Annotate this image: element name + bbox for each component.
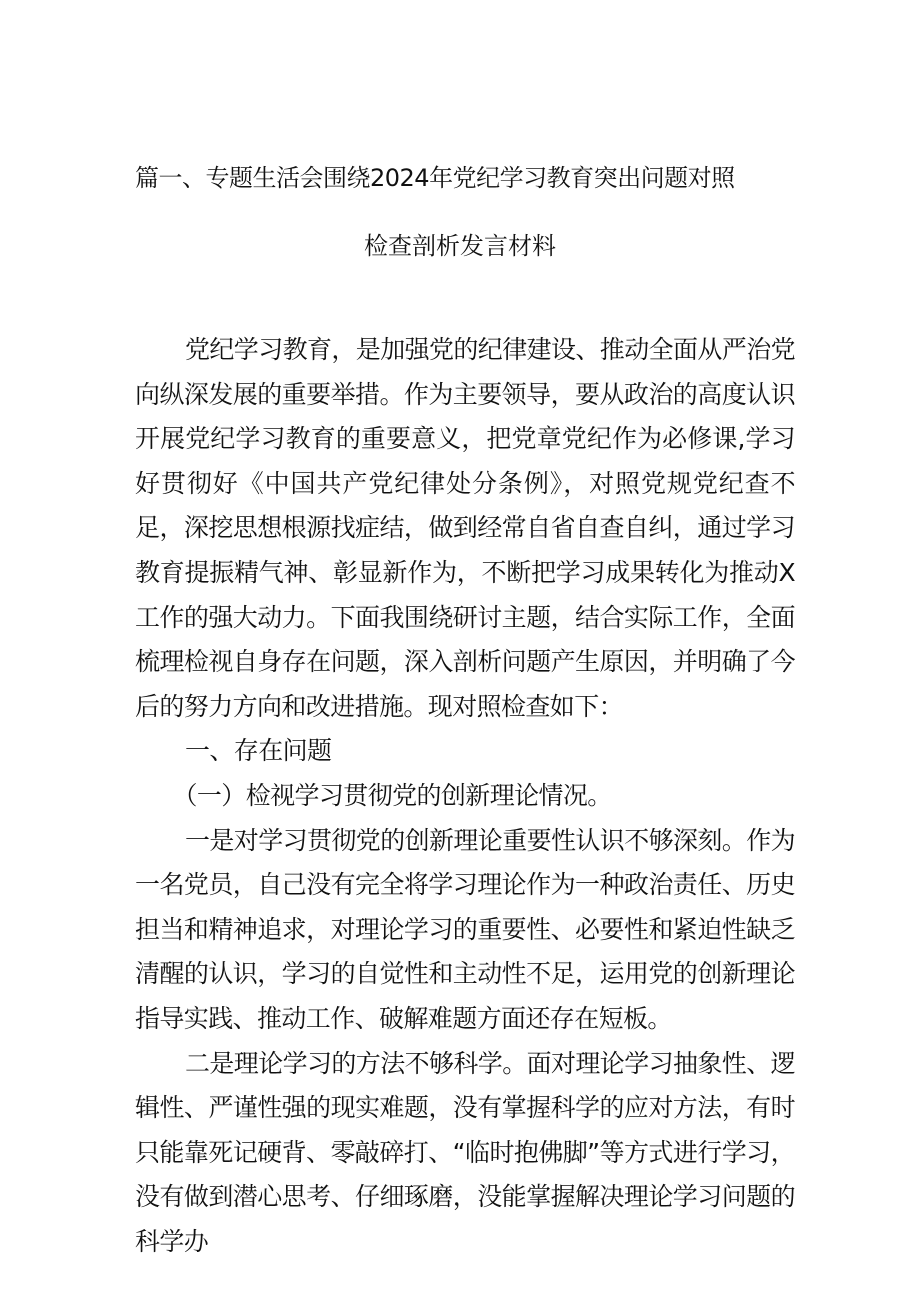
document-body [135,328,795,1264]
paragraph-point-one: 一是对学习贯彻党的创新理论重要性认识不够深刻。作为一名党员，自己没有完全将学习理论作为一种政治责任、历史担当和精神追求，对理论学习的重要性、必要性和紧迫性缺乏清醒的认识，学习的自觉性和主动性不足，运用党的创新理论指导实践、推动工作、破解难题方面还存在短板。 [135,825,796,1033]
section-heading-existing-problems: 一、存在问题 [185,736,332,766]
document-title-line-2: 检查剖析发言材料 [364,232,556,260]
paragraph-intro: 党纪学习教育，是加强党的纪律建设、推动全面从严治党向纵深发展的重要举措。作为主要领导，要从政治的高度认识开展党纪学习教育的重要意义，把党章党纪作为必修课,学习好贯彻好《中国共产党纪律处分条例》，对照党规党纪查不足，深挖思想根源找症结，做到经常自省自查自纠，通过学习教育提振精气神、彰显新作为，不断把学习成果转化为推动X工作的强大动力。下面我围绕研讨主题，结合实际工作，全面梳理检视自身存在问题，深入剖析问题产生原因，并明确了今后的努力方向和改进措施。现对照检查如下： [135,335,796,721]
subsection-heading-theory: （一）检视学习贯彻党的创新理论情况。 [172,780,612,810]
paragraph-point-two: 二是理论学习的方法不够科学。面对理论学习抽象性、逻辑性、严谨性强的现实难题，没有掌握科学的应对方法，有时只能靠死记硬背、零敲碎打、“临时抱佛脚”等方式进行学习，没有做到潜心思考、仔细琢磨，没能掌握解决理论学习问题的科学办 [135,1048,796,1256]
document-title-line-1: 篇一、专题生活会围绕2024年党纪学习教育突出问题对照 [135,164,735,192]
